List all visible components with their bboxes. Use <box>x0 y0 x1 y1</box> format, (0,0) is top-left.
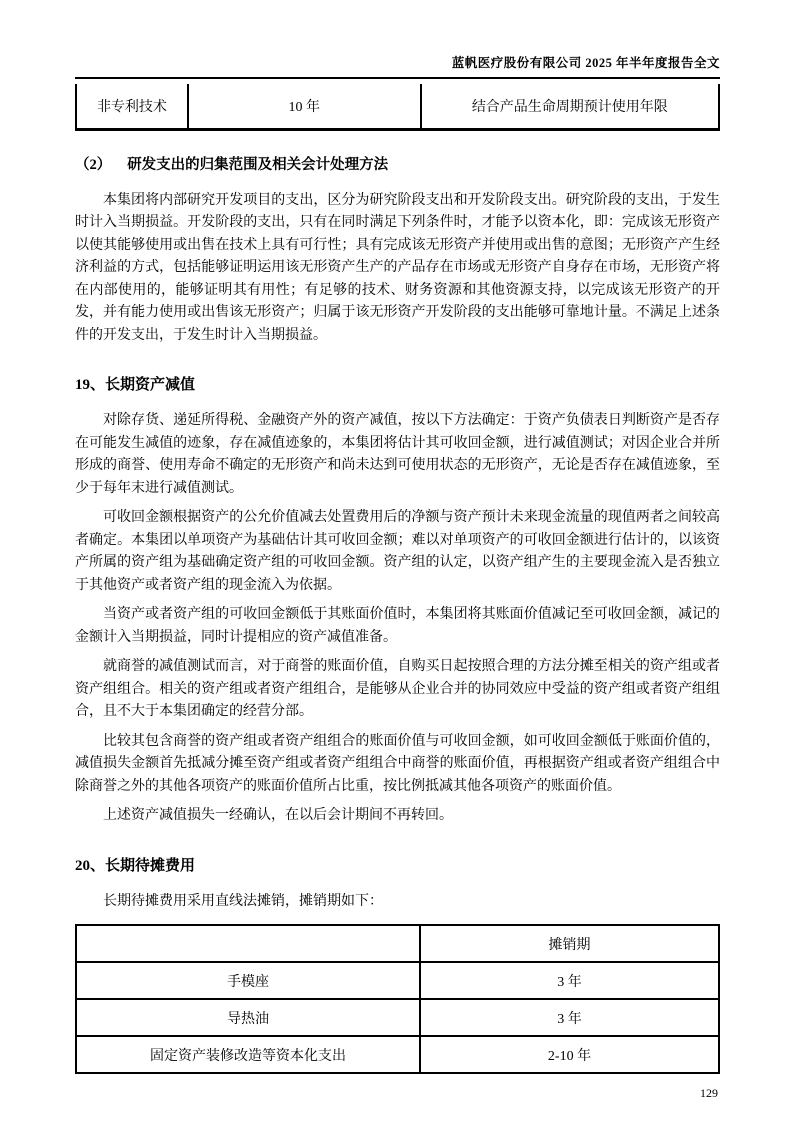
basis-cell: 结合产品生命周期预计使用年限 <box>421 84 719 129</box>
heading-title: 研发支出的归集范围及相关会计处理方法 <box>127 156 389 173</box>
page-number: 129 <box>700 1086 718 1100</box>
period-cell: 2-10 年 <box>420 1036 719 1073</box>
item-cell: 导热油 <box>76 999 420 1036</box>
intangible-item-cell: 非专利技术 <box>76 84 188 129</box>
paragraph-impairment-5: 比较其包含商誉的资产组或者资产组组合的账面价值与可收回金额，如可收回金额低于账面价值的，减值损失金额首先抵减分摊至资产组或者资产组组合中商誉的账面价值，再根据资产组或者资产组组合中除商誉之外的其他各项资产的账面价值所占比重，按比例抵减其他各项资产的账面价值。 <box>75 733 720 794</box>
paragraph-impairment-1: 对除存货、递延所得税、金融资产外的资产减值，按以下方法确定：于资产负债表日判断资产是否存在可能发生减值的迹象，存在减值迹象的，本集团将估计其可收回金额，进行减值测试；对因企业合并所形成的商誉、使用寿命不确定的无形资产和尚未达到可使用状态的无形资产，无论是否存在减值迹象，至少于每年末进行减值测试。 <box>75 413 720 496</box>
heading-section-20: 20、长期待摊费用 <box>75 857 196 874</box>
useful-life-cell: 10 年 <box>188 84 421 129</box>
table-row <box>76 962 719 999</box>
paragraph-impairment-3: 当资产或者资产组的可收回金额低于其账面价值时，本集团将其账面价值减记至可收回金额，减记的金额计入当期损益，同时计提相应的资产减值准备。 <box>75 607 720 645</box>
amortization-period-table <box>75 924 720 1074</box>
header-rule <box>75 77 720 79</box>
period-cell: 3 年 <box>420 999 719 1036</box>
heading-number: （2） <box>75 156 112 173</box>
intangible-assets-continuation-table <box>75 84 720 131</box>
table-row <box>76 999 719 1036</box>
paragraph-impairment-6: 上述资产减值损失一经确认，在以后会计期间不再转回。 <box>103 808 453 823</box>
document-header-title: 蓝帆医疗股份有限公司 2025 年半年度报告全文 <box>451 56 720 70</box>
heading-section-19: 19、长期资产减值 <box>75 377 196 393</box>
table-header-row <box>76 925 719 962</box>
paragraph-rd-policy: 本集团将内部研究开发项目的支出，区分为研究阶段支出和开发阶段支出。研究阶段的支出，于发生时计入当期损益。开发阶段的支出，只有在同时满足下列条件时，才能予以资本化，即：完成该无形资产以使其能够使用或出售在技术上具有可行性；具有完成该无形资产并使用或出售的意图；无形资产产生经济利益的方式，包括能够证明运用该无形资产生产的产品存在市场或无形资产自身存在市场，无形资产将在内部使用的，能够证明其有用性；有足够的技术、财务资源和其他资源支持，以完成该无形资产的开发，并有能力使用或出售该无形资产；归属于该无形资产开发阶段的支出能够可靠地计量。不满足上述条件的开发支出，于发生时计入当期损益。 <box>75 192 720 343</box>
item-header-cell <box>76 925 420 962</box>
paragraph-impairment-4: 就商誉的减值测试而言，对于商誉的账面价值，自购买日起按照合理的方法分摊至相关的资产组或者资产组组合。相关的资产组或者资产组组合，是能够从企业合并的协同效应中受益的资产组或者资产组组合，且不大于本集团确定的经营分部。 <box>75 659 720 719</box>
period-cell: 3 年 <box>420 962 719 999</box>
item-cell: 手模座 <box>76 962 420 999</box>
item-cell: 固定资产装修改造等资本化支出 <box>76 1036 420 1073</box>
heading-rd-expenditure <box>75 156 720 175</box>
table-row <box>76 84 719 129</box>
table-row <box>76 1036 719 1073</box>
period-header-cell: 摊销期 <box>420 925 719 962</box>
paragraph-impairment-2: 可收回金额根据资产的公允价值减去处置费用后的净额与资产预计未来现金流量的现值两者之间较高者确定。本集团以单项资产为基础估计其可收回金额；难以对单项资产的可收回金额进行估计的，以该资产所属的资产组为基础确定资产组的可收回金额。资产组的认定，以资产组产生的主要现金流入是否独立于其他资产或者资产组的现金流入为依据。 <box>75 510 720 593</box>
paragraph-deferred-intro: 长期待摊费用采用直线法摊销，摊销期如下： <box>103 893 383 909</box>
